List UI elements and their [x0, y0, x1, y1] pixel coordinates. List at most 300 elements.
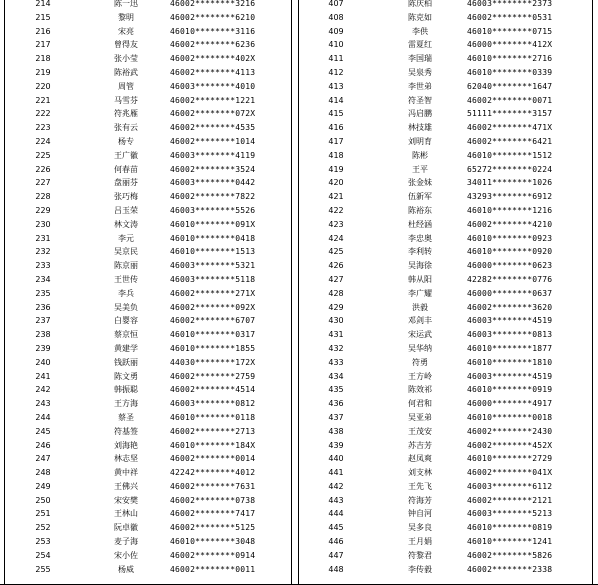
row-number: 421 — [328, 192, 344, 202]
row-number: 250 — [35, 495, 51, 505]
id-number: 46002********5125 — [170, 523, 256, 533]
person-name: 曾得友 — [114, 40, 138, 50]
row-number: 408 — [328, 12, 344, 22]
id-number: 46010********0819 — [467, 523, 553, 533]
table-row — [299, 66, 593, 80]
id-number: 46010********2716 — [467, 54, 553, 64]
row-number: 431 — [328, 330, 344, 340]
table-row — [4, 94, 292, 108]
row-number: 243 — [35, 399, 51, 409]
id-number: 46002********7631 — [170, 481, 256, 491]
id-number: 46003********5213 — [467, 509, 553, 519]
row-number: 430 — [328, 316, 344, 326]
row-number: 414 — [328, 95, 344, 105]
id-number: 46002********2121 — [467, 495, 553, 505]
table-row — [4, 383, 292, 397]
person-name: 李供 — [412, 26, 428, 36]
table-row — [4, 287, 292, 301]
row-number: 255 — [35, 564, 51, 574]
person-name: 王方海 — [114, 399, 138, 409]
person-name: 钱跃丽 — [114, 357, 138, 367]
row-number: 444 — [328, 509, 344, 519]
row-number: 238 — [35, 330, 51, 340]
row-number: 214 — [35, 0, 51, 8]
person-name: 吴美负 — [114, 302, 138, 312]
table-row — [299, 149, 593, 163]
id-number: 46000********0637 — [467, 288, 553, 298]
id-number: 46010********0118 — [170, 412, 256, 422]
row-number: 417 — [328, 136, 344, 146]
table-row — [4, 204, 292, 218]
person-name: 王林山 — [114, 509, 138, 519]
table-row — [299, 370, 593, 384]
row-number: 447 — [328, 550, 344, 560]
table-row — [4, 563, 292, 577]
person-name: 陈文勇 — [114, 371, 138, 381]
table-row — [4, 301, 292, 315]
id-number: 46010********1216 — [467, 205, 553, 215]
table-row — [4, 425, 292, 439]
table-row — [299, 301, 593, 315]
id-number: 46010********0339 — [467, 67, 553, 77]
table-row — [4, 259, 292, 273]
id-number: 46003********5118 — [170, 274, 256, 284]
person-name: 符兆雁 — [114, 109, 138, 119]
person-name: 李利转 — [408, 247, 432, 257]
person-name: 吕玉荣 — [114, 205, 138, 215]
person-name: 盘丽芬 — [114, 178, 138, 188]
row-number: 247 — [35, 454, 51, 464]
row-number: 445 — [328, 523, 344, 533]
id-number: 46002********2759 — [170, 371, 256, 381]
person-name: 杜经涵 — [408, 219, 432, 229]
row-number: 432 — [328, 343, 344, 353]
table-row — [4, 163, 292, 177]
row-number: 441 — [328, 468, 344, 478]
id-number: 46002********4113 — [170, 67, 256, 77]
person-name: 符海芳 — [408, 495, 432, 505]
table-row — [299, 38, 593, 52]
id-number: 46002********452X — [467, 440, 553, 450]
row-number: 224 — [35, 136, 51, 146]
row-number: 237 — [35, 316, 51, 326]
id-number: 46010********0418 — [170, 233, 256, 243]
person-name: 黄中祥 — [114, 468, 138, 478]
row-number: 225 — [35, 150, 51, 160]
row-number: 220 — [35, 81, 51, 91]
table-row — [4, 11, 292, 25]
id-number: 46003********5321 — [170, 261, 256, 271]
row-number: 434 — [328, 371, 344, 381]
person-name: 陈裕东 — [408, 205, 432, 215]
table-row — [4, 535, 292, 549]
person-name: 蔡京恒 — [114, 330, 138, 340]
id-number: 46002********0738 — [170, 495, 256, 505]
table-row — [299, 466, 593, 480]
person-name: 陈京丽 — [114, 261, 138, 271]
row-number: 446 — [328, 537, 344, 547]
table-row — [4, 494, 292, 508]
table-row — [299, 273, 593, 287]
table-row — [299, 439, 593, 453]
row-number: 409 — [328, 26, 344, 36]
row-number: 234 — [35, 274, 51, 284]
table-row — [299, 25, 593, 39]
person-name: 刘支林 — [408, 468, 432, 478]
table-row — [4, 135, 292, 149]
id-number: 51111********3157 — [467, 109, 553, 119]
id-number: 46010********0715 — [467, 26, 553, 36]
row-number: 424 — [328, 233, 344, 243]
person-name: 陈一迅 — [114, 0, 138, 8]
row-number: 433 — [328, 357, 344, 367]
id-number: 46010********0317 — [170, 330, 256, 340]
person-name: 李兵 — [118, 288, 134, 298]
id-number: 46002********5826 — [467, 550, 553, 560]
id-number: 65272********0224 — [467, 164, 553, 174]
person-name: 吴海徐 — [408, 261, 432, 271]
table-row — [299, 218, 593, 232]
row-number: 253 — [35, 537, 51, 547]
person-name: 钟自河 — [408, 509, 432, 519]
table-row — [299, 163, 593, 177]
id-number: 46002********3216 — [170, 0, 256, 8]
table-row — [4, 190, 292, 204]
person-name: 刘海艳 — [114, 440, 138, 450]
id-number: 46010********1855 — [170, 343, 256, 353]
row-number: 413 — [328, 81, 344, 91]
table-row — [4, 80, 292, 94]
person-name: 李广耀 — [408, 288, 432, 298]
row-number: 248 — [35, 468, 51, 478]
left-roster-table — [4, 0, 292, 576]
person-name: 宋小佐 — [114, 550, 138, 560]
table-row — [299, 204, 593, 218]
person-name: 吴亚弟 — [408, 412, 432, 422]
person-name: 刘明育 — [408, 136, 432, 146]
row-number: 411 — [328, 54, 344, 64]
person-name: 陈彬 — [412, 150, 428, 160]
person-name: 杨专 — [118, 136, 134, 146]
id-number: 46002********2430 — [467, 426, 553, 436]
person-name: 宋运武 — [408, 330, 432, 340]
row-number: 410 — [328, 40, 344, 50]
person-name: 张有云 — [114, 123, 138, 133]
row-number: 231 — [35, 233, 51, 243]
row-number: 241 — [35, 371, 51, 381]
row-number: 252 — [35, 523, 51, 533]
row-number: 235 — [35, 288, 51, 298]
table-row — [299, 411, 593, 425]
table-row — [299, 107, 593, 121]
id-number: 46002********1014 — [170, 136, 256, 146]
id-number: 46003********6112 — [467, 481, 553, 491]
table-row — [299, 507, 593, 521]
id-number: 46002********7822 — [170, 192, 256, 202]
id-number: 46002********0011 — [170, 564, 256, 574]
row-number: 236 — [35, 302, 51, 312]
id-number: 46002********6210 — [170, 12, 256, 22]
table-row — [4, 328, 292, 342]
row-number: 412 — [328, 67, 344, 77]
person-name: 吴多良 — [408, 523, 432, 533]
table-row — [299, 94, 593, 108]
id-number: 46002********6236 — [170, 40, 256, 50]
table-row — [299, 190, 593, 204]
person-name: 李国瑞 — [408, 54, 432, 64]
row-number: 254 — [35, 550, 51, 560]
id-number: 46002********0531 — [467, 12, 553, 22]
id-number: 46002********1221 — [170, 95, 256, 105]
table-row — [299, 342, 593, 356]
person-name: 林志坚 — [114, 454, 138, 464]
id-number: 46010********0920 — [467, 247, 553, 257]
row-number: 443 — [328, 495, 344, 505]
table-row — [299, 80, 593, 94]
table-row — [299, 563, 593, 577]
id-number: 46002********6421 — [467, 136, 553, 146]
row-number: 419 — [328, 164, 344, 174]
row-number: 429 — [328, 302, 344, 312]
table-row — [299, 521, 593, 535]
person-name: 雷夏红 — [408, 40, 432, 50]
table-row — [4, 397, 292, 411]
id-number: 46002********2713 — [170, 426, 256, 436]
table-row — [4, 356, 292, 370]
table-row — [299, 135, 593, 149]
id-number: 46000********0623 — [467, 261, 553, 271]
person-name: 黄建学 — [114, 343, 138, 353]
person-name: 麦子海 — [114, 537, 138, 547]
table-row — [4, 52, 292, 66]
table-row — [299, 397, 593, 411]
row-number: 436 — [328, 399, 344, 409]
person-name: 符圣智 — [408, 95, 432, 105]
row-number: 230 — [35, 219, 51, 229]
table-row — [299, 0, 593, 11]
table-row — [299, 452, 593, 466]
id-number: 42242********4012 — [170, 468, 256, 478]
id-number: 46002********4210 — [467, 219, 553, 229]
person-name: 周管 — [118, 81, 134, 91]
table-row — [299, 535, 593, 549]
table-row — [4, 411, 292, 425]
id-number: 46003********5526 — [170, 205, 256, 215]
row-number: 448 — [328, 564, 344, 574]
id-number: 46002********0071 — [467, 95, 553, 105]
person-name: 韩从阳 — [408, 274, 432, 284]
table-row — [299, 480, 593, 494]
table-row — [4, 273, 292, 287]
table-row — [4, 314, 292, 328]
person-name: 王茂安 — [408, 426, 432, 436]
person-name: 赵凤爽 — [408, 454, 432, 464]
row-number: 422 — [328, 205, 344, 215]
id-number: 46003********0812 — [170, 399, 256, 409]
table-row — [299, 245, 593, 259]
right-roster-table — [299, 0, 593, 576]
row-number: 227 — [35, 178, 51, 188]
id-number: 42282********0776 — [467, 274, 553, 284]
person-name: 何春苗 — [114, 164, 138, 174]
person-name: 王世传 — [114, 274, 138, 284]
row-number: 415 — [328, 109, 344, 119]
row-number: 425 — [328, 247, 344, 257]
id-number: 44030********172X — [170, 357, 256, 367]
id-number: 46010********0018 — [467, 412, 553, 422]
table-row — [299, 328, 593, 342]
id-number: 46003********0442 — [170, 178, 256, 188]
row-number: 440 — [328, 454, 344, 464]
person-name: 何君和 — [408, 399, 432, 409]
row-number: 233 — [35, 261, 51, 271]
row-number: 428 — [328, 288, 344, 298]
id-number: 46010********3048 — [170, 537, 256, 547]
person-name: 林文涛 — [114, 219, 138, 229]
person-name: 李传毅 — [408, 564, 432, 574]
id-number: 46003********4119 — [170, 150, 256, 160]
id-number: 34011********1026 — [467, 178, 553, 188]
person-name: 冯启鹏 — [408, 109, 432, 119]
id-number: 46002********092X — [170, 302, 256, 312]
person-name: 宋亮 — [118, 26, 134, 36]
person-name: 王平 — [412, 164, 428, 174]
row-number: 226 — [35, 164, 51, 174]
row-number: 228 — [35, 192, 51, 202]
person-name: 白婴容 — [114, 316, 138, 326]
person-name: 王月娟 — [408, 537, 432, 547]
person-name: 张巧梅 — [114, 192, 138, 202]
id-number: 46010********184X — [170, 440, 256, 450]
table-row — [299, 176, 593, 190]
id-number: 46010********1241 — [467, 537, 553, 547]
table-row — [4, 480, 292, 494]
person-name: 李世弟 — [408, 81, 432, 91]
id-number: 46010********3116 — [170, 26, 256, 36]
row-number: 435 — [328, 385, 344, 395]
person-name: 符勇 — [412, 357, 428, 367]
person-name: 洪毅 — [412, 302, 428, 312]
id-number: 46003********4010 — [170, 81, 256, 91]
table-row — [4, 342, 292, 356]
person-name: 符基签 — [114, 426, 138, 436]
row-number: 442 — [328, 481, 344, 491]
row-number: 229 — [35, 205, 51, 215]
row-number: 439 — [328, 440, 344, 450]
row-number: 242 — [35, 385, 51, 395]
row-number: 249 — [35, 481, 51, 491]
row-number: 215 — [35, 12, 51, 22]
row-number: 427 — [328, 274, 344, 284]
person-name: 宋安樊 — [114, 495, 138, 505]
person-name: 李忠奥 — [408, 233, 432, 243]
id-number: 46002********2338 — [467, 564, 553, 574]
id-number: 46003********4519 — [467, 371, 553, 381]
table-row — [299, 11, 593, 25]
table-row — [4, 121, 292, 135]
person-name: 陈克如 — [408, 12, 432, 22]
id-number: 46002********3620 — [467, 302, 553, 312]
id-number: 46002********7417 — [170, 509, 256, 519]
center-divider-right — [298, 0, 299, 585]
id-number: 46002********402X — [170, 54, 256, 64]
table-row — [4, 549, 292, 563]
id-number: 46010********2729 — [467, 454, 553, 464]
table-row — [299, 425, 593, 439]
row-number: 223 — [35, 123, 51, 133]
id-number: 46010********091X — [170, 219, 256, 229]
person-name: 王方岭 — [408, 371, 432, 381]
table-row — [299, 121, 593, 135]
person-name: 陈庆柏 — [408, 0, 432, 8]
row-number: 416 — [328, 123, 344, 133]
table-row — [4, 176, 292, 190]
table-row — [4, 232, 292, 246]
id-number: 46003********4519 — [467, 316, 553, 326]
person-name: 王先飞 — [408, 481, 432, 491]
person-name: 黎明 — [118, 12, 134, 22]
person-name: 吴泉秀 — [408, 67, 432, 77]
table-row — [299, 494, 593, 508]
row-number: 245 — [35, 426, 51, 436]
table-row — [4, 218, 292, 232]
row-number: 219 — [35, 67, 51, 77]
row-number: 217 — [35, 40, 51, 50]
table-row — [4, 466, 292, 480]
id-number: 46010********1810 — [467, 357, 553, 367]
row-number: 240 — [35, 357, 51, 367]
table-row — [299, 549, 593, 563]
table-row — [4, 38, 292, 52]
person-name: 张小莹 — [114, 54, 138, 64]
id-number: 46010********1513 — [170, 247, 256, 257]
id-number: 46002********4535 — [170, 123, 256, 133]
person-name: 符黎君 — [408, 550, 432, 560]
person-name: 马雪芬 — [114, 95, 138, 105]
row-number: 239 — [35, 343, 51, 353]
id-number: 43293********6912 — [467, 192, 553, 202]
row-number: 407 — [328, 0, 344, 8]
table-row — [299, 52, 593, 66]
table-row — [4, 0, 292, 11]
row-number: 426 — [328, 261, 344, 271]
id-number: 46010********0923 — [467, 233, 553, 243]
row-number: 218 — [35, 54, 51, 64]
row-number: 418 — [328, 150, 344, 160]
row-number: 221 — [35, 95, 51, 105]
person-name: 蔡圣 — [118, 412, 134, 422]
table-row — [4, 439, 292, 453]
table-row — [299, 383, 593, 397]
person-name: 吴华纳 — [408, 343, 432, 353]
table-row — [4, 370, 292, 384]
id-number: 46003********0813 — [467, 330, 553, 340]
table-row — [4, 507, 292, 521]
person-name: 苏吉芳 — [408, 440, 432, 450]
id-number: 46002********0914 — [170, 550, 256, 560]
person-name: 阮卓徽 — [114, 523, 138, 533]
id-number: 46002********471X — [467, 123, 553, 133]
table-row — [299, 287, 593, 301]
table-row — [299, 356, 593, 370]
row-number: 438 — [328, 426, 344, 436]
person-name: 韩振聪 — [114, 385, 138, 395]
table-row — [299, 314, 593, 328]
id-number: 46002********3524 — [170, 164, 256, 174]
table-row — [4, 245, 292, 259]
id-number: 46002********072X — [170, 109, 256, 119]
person-name: 林技雄 — [408, 123, 432, 133]
